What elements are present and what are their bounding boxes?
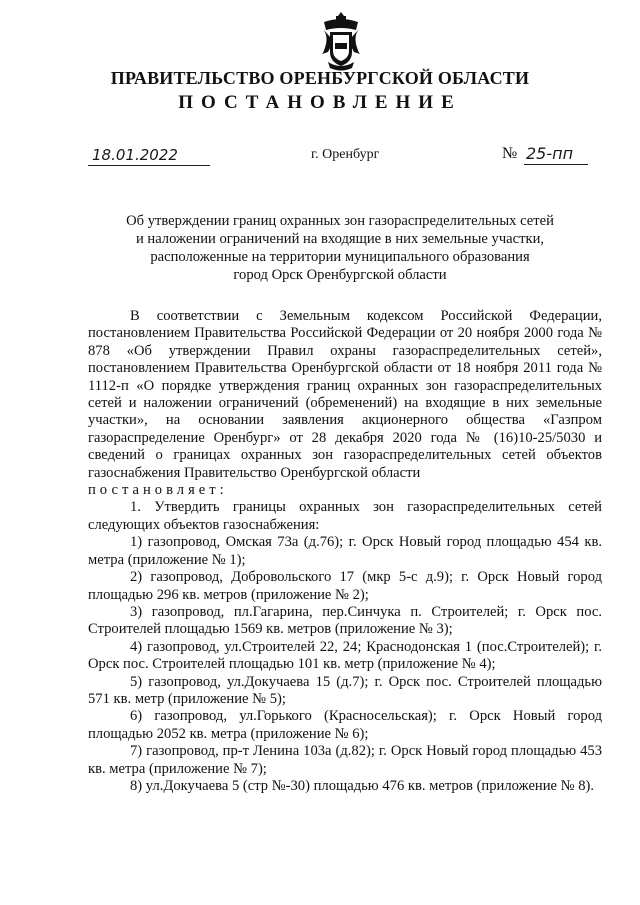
point-1: 1. Утвердить границы охранных зон газораспределительных сетей следующих объектов газоснабжения: bbox=[88, 499, 602, 533]
title-line: Об утверждении границ охранных зон газораспределительных сетей bbox=[126, 213, 554, 229]
organization-name: ПРАВИТЕЛЬСТВО ОРЕНБУРГСКОЙ ОБЛАСТИ bbox=[110, 68, 530, 88]
coat-of-arms-icon bbox=[318, 10, 364, 72]
list-item: 8) ул.Докучаева 5 (стр №-30) площадью 476 кв. метров (приложение № 8). bbox=[130, 777, 595, 794]
document-body bbox=[88, 308, 602, 795]
intro-paragraph: В соответствии с Земельным кодексом Российской Федерации, постановлением Правительства Российской Федерации от 20 ноября 2000 года № 878 «Об утверждении Правил охраны газораспределительных сетей», постановлением Правительства Оренбургской области от 18 ноября 2011 года № 1112-п «О порядке утверждения границ охранных зон газораспределительных сетей и наложении ограничений (обременений) на входящие в них земельные участки», на основании заявления акционерного общества «Газпром газораспределение Оренбург» от 28 декабря 2020 года № (16)10-25/5030 и сведений о границах охранных зон газораспределительных сетей объектов газоснабжения Правительство Оренбургской области bbox=[88, 308, 602, 481]
document-date: 18.01.2022 bbox=[88, 146, 210, 166]
list-item: 3) газопровод, пл.Гагарина, пер.Синчука п. Строителей; г. Орск пос. Строителей площадью 1569 кв. метров (приложение № 3); bbox=[88, 603, 602, 638]
list-item: 6) газопровод, ул.Горького (Красносельская); г. Орск Новый город площадью 2052 кв. метра (приложение № 6); bbox=[88, 708, 602, 742]
list-item: 2) газопровод, Добровольского 17 (мкр 5-с д.9); г. Орск Новый город площадью 296 кв. метров (приложение № 2); bbox=[88, 569, 602, 603]
decree-word: постановляет: bbox=[88, 482, 228, 499]
document-type: ПОСТАНОВЛЕНИЕ bbox=[178, 92, 462, 113]
list-item: 1) газопровод, Омская 73а (д.76); г. Орск Новый город площадью 454 кв. метра (приложение № 1); bbox=[88, 534, 602, 568]
number-sign: № bbox=[502, 145, 518, 162]
list-item: 7) газопровод, пр-т Ленина 103а (д.82); г. Орск Новый город площадью 453 кв. метра (приложение № 7); bbox=[88, 743, 602, 777]
document-number: 25-пп bbox=[524, 144, 588, 165]
title-line: и наложении ограничений на входящие в них земельные участки, bbox=[135, 231, 545, 247]
document-title bbox=[80, 212, 600, 284]
list-item: 5) газопровод, ул.Докучаева 15 (д.7); г. Орск пос. Строителей площадью 571 кв. метр (приложение № 5); bbox=[88, 673, 602, 707]
title-line: расположенные на территории муниципального образования bbox=[150, 249, 530, 265]
title-line: город Орск Оренбургской области bbox=[233, 267, 447, 283]
list-item: 4) газопровод, ул.Строителей 22, 24; Краснодонская 1 (пос.Строителей); г. Орск пос. Строителей площадью 101 кв. метр (приложение № 4); bbox=[88, 638, 602, 673]
document-city: г. Оренбург bbox=[311, 147, 380, 162]
